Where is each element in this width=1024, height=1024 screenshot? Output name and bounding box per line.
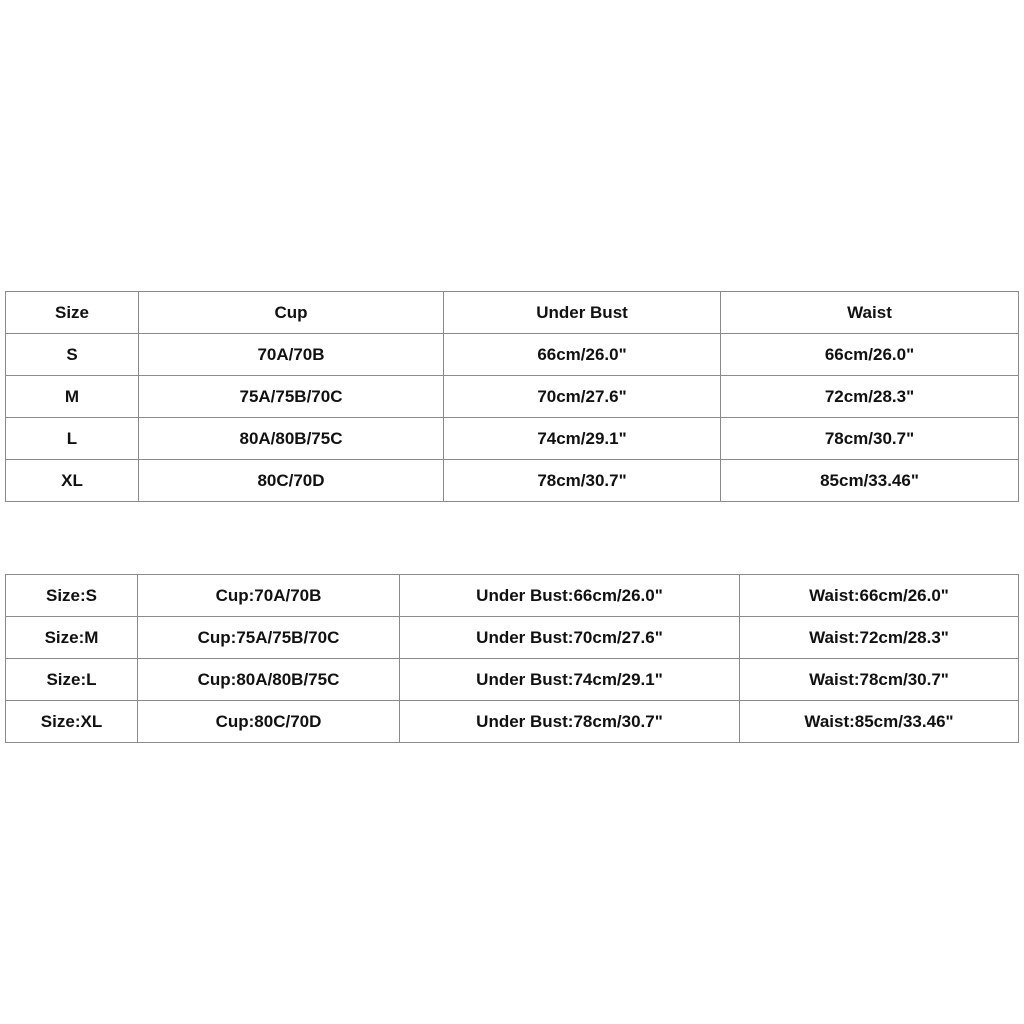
header-cell-size: Size [6, 292, 139, 334]
table-row [6, 460, 1019, 502]
header-cell-under-bust: Under Bust [444, 292, 721, 334]
cell-cup: Cup:80C/70D [138, 701, 400, 743]
cell-cup: Cup:70A/70B [138, 575, 400, 617]
cell-waist: 78cm/30.7" [721, 418, 1019, 460]
table-row [6, 617, 1019, 659]
cell-under-bust: 66cm/26.0" [444, 334, 721, 376]
cell-waist: Waist:85cm/33.46" [740, 701, 1019, 743]
cell-size: Size:M [6, 617, 138, 659]
cell-cup: 80A/80B/75C [139, 418, 444, 460]
cell-cup: 80C/70D [139, 460, 444, 502]
header-cell-waist: Waist [721, 292, 1019, 334]
cell-size: Size:L [6, 659, 138, 701]
cell-size: XL [6, 460, 139, 502]
cell-waist: Waist:66cm/26.0" [740, 575, 1019, 617]
table-row [6, 334, 1019, 376]
cell-size: Size:S [6, 575, 138, 617]
cell-under-bust: Under Bust:74cm/29.1" [400, 659, 740, 701]
cell-cup: 70A/70B [139, 334, 444, 376]
cell-waist: 66cm/26.0" [721, 334, 1019, 376]
header-cell-cup: Cup [139, 292, 444, 334]
cell-under-bust: Under Bust:70cm/27.6" [400, 617, 740, 659]
cell-size: L [6, 418, 139, 460]
cell-cup: Cup:80A/80B/75C [138, 659, 400, 701]
cell-cup: Cup:75A/75B/70C [138, 617, 400, 659]
table-row [6, 575, 1019, 617]
cell-waist: 72cm/28.3" [721, 376, 1019, 418]
table-row [6, 376, 1019, 418]
table-header-row [6, 292, 1019, 334]
cell-under-bust: 78cm/30.7" [444, 460, 721, 502]
cell-size: Size:XL [6, 701, 138, 743]
table-row [6, 659, 1019, 701]
cell-size: S [6, 334, 139, 376]
cell-waist: Waist:78cm/30.7" [740, 659, 1019, 701]
size-chart-labeled-table [5, 574, 1019, 743]
table-row [6, 418, 1019, 460]
cell-under-bust: Under Bust:78cm/30.7" [400, 701, 740, 743]
table-row [6, 701, 1019, 743]
cell-under-bust: 70cm/27.6" [444, 376, 721, 418]
cell-cup: 75A/75B/70C [139, 376, 444, 418]
cell-size: M [6, 376, 139, 418]
cell-under-bust: 74cm/29.1" [444, 418, 721, 460]
cell-waist: 85cm/33.46" [721, 460, 1019, 502]
cell-under-bust: Under Bust:66cm/26.0" [400, 575, 740, 617]
size-chart-table [5, 291, 1019, 502]
cell-waist: Waist:72cm/28.3" [740, 617, 1019, 659]
